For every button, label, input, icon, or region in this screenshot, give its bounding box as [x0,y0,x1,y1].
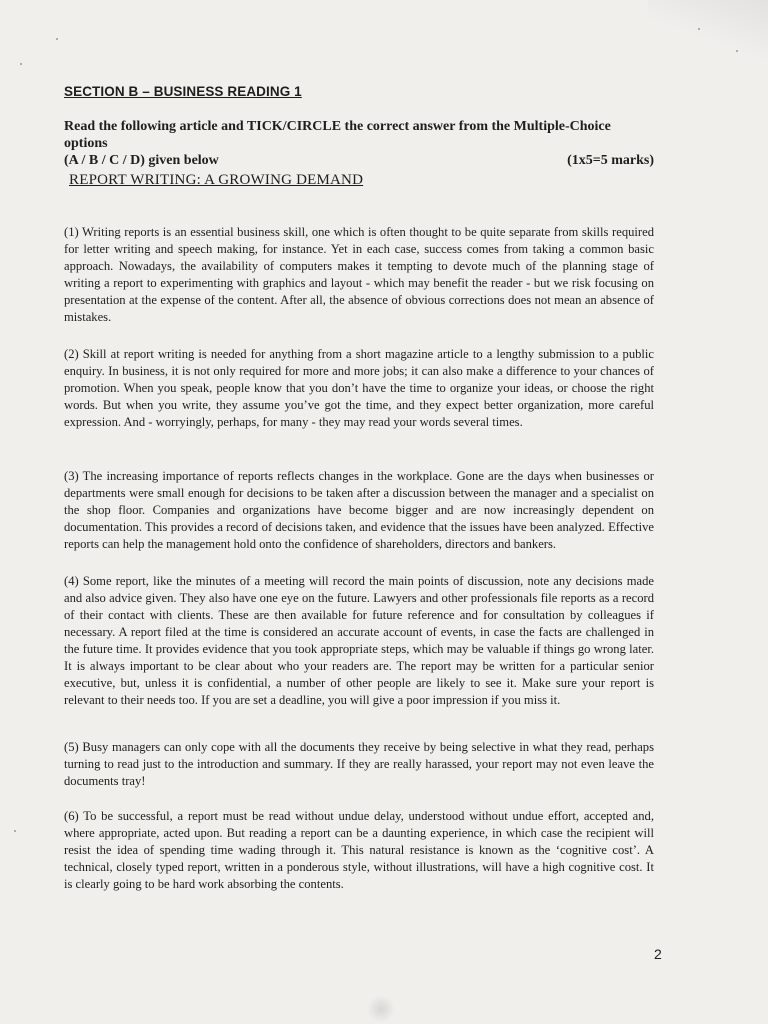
paragraph-5: (5) Busy managers can only cope with all the documents they receive by being selective in what they read, perhaps turning to read just to the introduction and summary. If they are really harassed, your report may not even leave the documents tray! [64,739,654,788]
article-title: REPORT WRITING: A GROWING DEMAND [69,172,364,188]
paragraph-2: (2) Skill at report writing is needed for anything from a short magazine article to a lengthy submission to a public enquiry. In business, it is not only required for more and more jobs; it can also make a difference to your chances of promotion. When you speak, people know that you don’t have the time to organize your ideas, or choose the right words. But when you write, they assume you’ve got the time, and they expect better organization, more careful expression. And - worryingly, perhaps, for many - they may read your words several times. [64,346,654,429]
instructions-line-2 [64,152,654,169]
paper-speck [736,50,738,52]
instructions [64,118,654,169]
section-heading: SECTION B – BUSINESS READING 1 [64,84,302,99]
paper-shadow [648,0,768,60]
marks-label: (1x5=5 marks) [567,153,654,168]
paper-smudge [366,996,396,1022]
paper-speck [20,63,22,65]
paragraph-3: (3) The increasing importance of reports reflects changes in the workplace. Gone are the days when businesses or departments were small enough for decisions to be taken after a discussion between the manager and a specialist on the shop floor. Companies and organizations have become bigger and are now increasingly dependent on documentation. This provides a record of decisions taken, and evidence that the issues have been analyzed. Effective reports can help the management hold onto the confidence of shareholders, directors and bankers. [64,468,654,551]
paper-speck [14,830,16,832]
paragraph-1: (1) Writing reports is an essential business skill, one which is often thought to be quite separate from skills required for letter writing and speech making, for instance. Yet in each case, success comes from taking a common basic approach. Nowadays, the availability of computers makes it tempting to devote much of the planning stage of writing a report to experimenting with graphics and layout - which may benefit the reader - but we risk focusing on presentation at the expense of the content. After all, the absence of obvious corrections does not mean an absence of mistakes. [64,224,654,325]
paper-speck [56,38,58,40]
answer-options-label: (A / B / C / D) given below [64,153,219,168]
paper-speck [698,28,700,30]
paragraph-6: (6) To be successful, a report must be read without undue delay, understood without undue effort, accepted and, where appropriate, acted upon. But reading a report can be a daunting experience, in which case the recipient will resist the idea of spending time wading through it. This natural resistance is known as the ‘cognitive cost’. A technical, closely typed report, written in a ponderous style, without illustrations, will have a high cognitive cost. It is clearly going to be hard work absorbing the contents. [64,808,654,891]
page-number: 2 [654,946,662,962]
paragraph-4: (4) Some report, like the minutes of a meeting will record the main points of discussion, note any decisions made and also advice given. They also have one eye on the future. Lawyers and other professionals file reports as a record of their contact with clients. These are then available for future reference and for consultation by colleagues if necessary. A report filed at the time is considered an accurate account of events, in case the facts are challenged in the future time. It provides evidence that you took appropriate steps, which may be valuable if things go wrong later. It is always important to be clear about who your readers are. The report may be written for a particular senior executive, but, unless it is confidential, a number of other people are likely to see it. Make sure your report is relevant to their needs too. If you are set a deadline, you will give a poor impression if you miss it. [64,573,654,708]
instructions-line-1: Read the following article and TICK/CIRCLE the correct answer from the Multiple-Choice options [64,119,611,151]
